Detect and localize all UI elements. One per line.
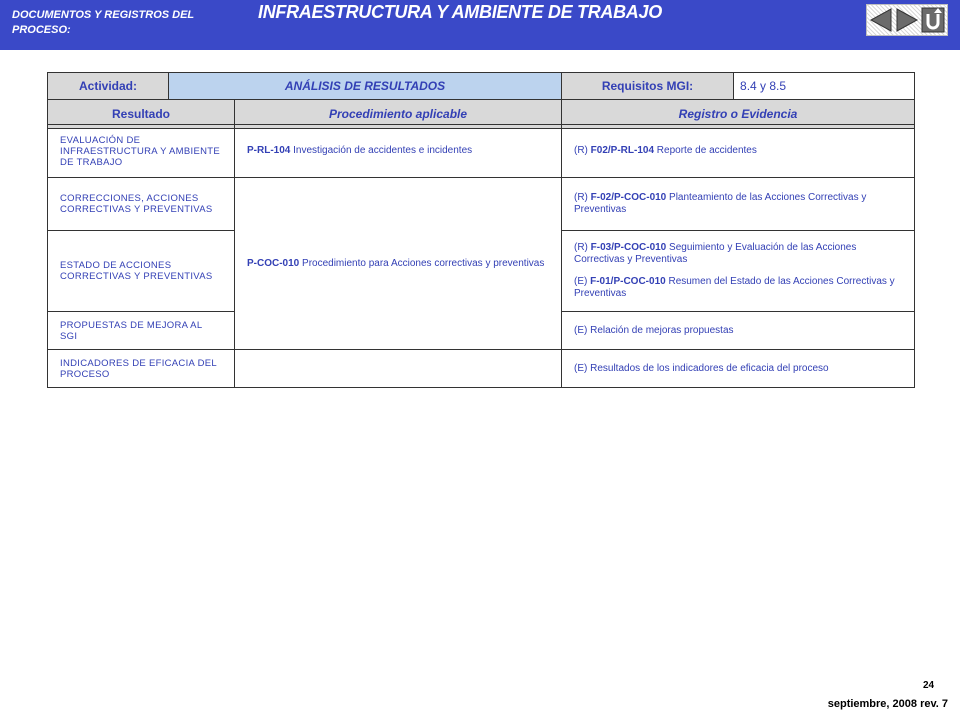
- header-bar: [0, 0, 960, 50]
- procedure-text: Investigación de accidentes e incidentes: [290, 145, 473, 156]
- table-row: [48, 178, 915, 231]
- column-header-procedure: Procedimiento aplicable: [235, 100, 562, 129]
- record-prefix: (E): [574, 276, 591, 287]
- record-code: F-01/P-COC-010: [590, 276, 666, 287]
- procedure-cell: [235, 125, 562, 178]
- procedure-code: P-RL-104: [247, 145, 291, 156]
- return-button[interactable]: [921, 7, 945, 33]
- record-code: F-02/P-COC-010: [590, 192, 667, 203]
- activity-row: [48, 73, 915, 100]
- record-entry: [574, 276, 902, 300]
- record-code: F-03/P-COC-010: [590, 242, 667, 253]
- record-code: F02/P-RL-104: [590, 145, 655, 156]
- record-prefix: (R): [574, 145, 591, 156]
- record-cell: [562, 125, 915, 178]
- activity-label: Actividad:: [48, 73, 169, 100]
- record-entry: [574, 145, 902, 157]
- result-cell: EVALUACIÓN DE INFRAESTRUCTURA Y AMBIENTE DE TRABAJO: [48, 125, 235, 178]
- record-cell: [562, 231, 915, 312]
- column-header-result: Resultado: [48, 100, 235, 129]
- requirements-label: Requisitos MGI:: [562, 73, 734, 100]
- record-text: Resultados de los indicadores de eficacia del proceso: [590, 362, 829, 374]
- triangle-right-icon: [895, 7, 919, 33]
- record-cell: [562, 178, 915, 231]
- table-row: [48, 125, 915, 178]
- result-cell: INDICADORES DE EFICACIA DEL PROCESO: [48, 350, 235, 388]
- next-page-button[interactable]: [895, 7, 919, 33]
- record-text: Resumen del Estado de las Acciones Correctivas y Preventivas: [574, 276, 895, 299]
- record-entry: [574, 192, 902, 216]
- navigation-controls: [866, 4, 948, 36]
- record-prefix: (E): [574, 362, 591, 374]
- record-cell: [562, 312, 915, 350]
- result-cell: ESTADO DE ACCIONES CORRECTIVAS Y PREVENTIVAS: [48, 231, 235, 312]
- record-cell: [562, 350, 915, 388]
- record-text: Relación de mejoras propuestas: [590, 324, 734, 336]
- record-prefix: (R): [574, 192, 591, 203]
- activity-value: ANÁLISIS DE RESULTADOS: [169, 73, 562, 100]
- column-header-record: Registro o Evidencia: [562, 100, 915, 129]
- record-text: Planteamiento de las Acciones Correctivas y Preventivas: [574, 192, 867, 215]
- process-table: [47, 72, 915, 129]
- procedure-cell: [235, 350, 562, 388]
- result-cell: PROPUESTAS DE MEJORA AL SGI: [48, 312, 235, 350]
- record-entry: [574, 242, 902, 266]
- record-text: Reporte de accidentes: [654, 145, 757, 156]
- table-row: [48, 350, 915, 388]
- procedure-code: P-COC-010: [247, 257, 300, 269]
- record-prefix: (R): [574, 242, 591, 253]
- procedure-cell: [235, 178, 562, 350]
- record-entry: [574, 363, 902, 375]
- requirements-value: 8.4 y 8.5: [734, 73, 915, 100]
- record-text: Seguimiento y Evaluación de las Acciones Correctivas y Preventivas: [574, 242, 857, 265]
- previous-page-button[interactable]: [869, 7, 893, 33]
- procedure-text: Procedimiento para Acciones correctivas y preventivas: [299, 257, 545, 269]
- record-prefix: (E): [574, 324, 591, 336]
- u-turn-icon: [921, 7, 945, 33]
- triangle-left-icon: [869, 7, 893, 33]
- result-cell: CORRECCIONES, ACCIONES CORRECTIVAS Y PREVENTIVAS: [48, 178, 235, 231]
- footer-date-revision: septiembre, 2008 rev. 7: [827, 698, 948, 710]
- page-number: 24: [923, 680, 935, 691]
- record-entry: [574, 325, 902, 337]
- doc-section-label: DOCUMENTOS Y REGISTROS DEL PROCESO:: [12, 9, 194, 36]
- page-title: INFRAESTRUCTURA Y AMBIENTE DE TRABAJO: [258, 2, 662, 22]
- process-table-body: [47, 124, 915, 388]
